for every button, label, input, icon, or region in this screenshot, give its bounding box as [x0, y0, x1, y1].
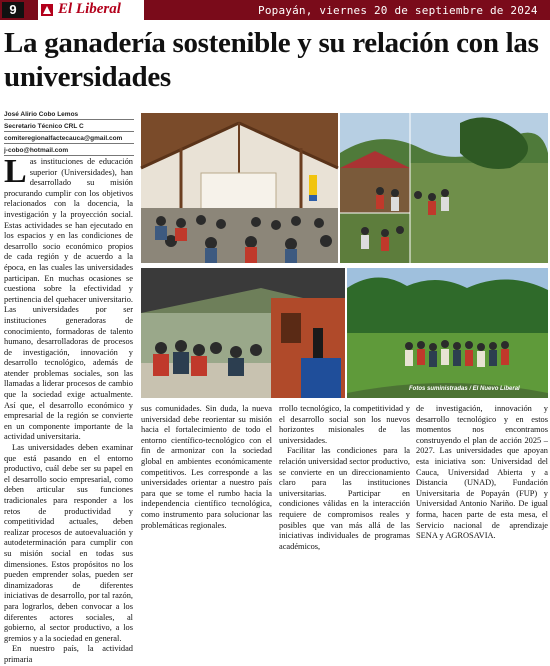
paragraph: rrollo tecnológico, la competitividad y el desarrollo social son los nuevos horizontes misionales de las universidades. [279, 404, 410, 445]
paragraph: En nuestro país, la actividad primaria [4, 644, 133, 664]
paragraph: sus comunidades. Sin duda, la nueva universidad debe reorientar su misión hacia el fortalecimiento de todo el entorno científico-tecnológico con el fin de armonizar con la sociedad global en ambientes económicamente competitivos. Les corresponde a las universidades orientar a nuestro país para que se tome el rumbo hacia la independencia científico tecnológica, como instrumento para solucionar las problemáticas regionales. [141, 404, 272, 530]
logo-emblem-icon [41, 4, 53, 16]
author-byline [4, 110, 134, 158]
author-email-2[interactable]: j-cobo@hotmail.com [4, 146, 134, 156]
photo-meeting-hall [141, 113, 338, 263]
dateline: Popayán, viernes 20 de septiembre de 2024 [258, 4, 538, 17]
article-headline: La ganadería sostenible y su relación con las universidades [4, 27, 539, 93]
page-header-bar [0, 0, 550, 20]
paragraph: Las instituciones de educación superior (Universidades), han desarrollado su misión procurando cumplir con los objetivos relacionados con la docencia, la investigación y la proyección social. Estas actividades se han ejecutado en los espacios y en las condiciones de desarrollo socio económico propios de cada región y de acuerdo a la época, en las cuales las universidades participan. En muchas ocasiones se cuestiona sobre la efectividad y pertinencia del quehacer universitario. Las universidades por ser instituciones generadoras de conocimiento, formadoras de talento humano, desarrolladoras de procesos de investigación, innovación y desarrollo tecnológico, además de atender problemas sociales, son las llamadas a liderar procesos de cambio que la sociedad exige actualmente. Así que, el desarrollo económico y empresarial de la región se convierte en un componente importante de la actividad universitaria. [4, 153, 133, 442]
author-title: Secretario Técnico CRL C [4, 122, 134, 132]
page-number: 9 [2, 2, 24, 18]
photo-caption: Fotos suministradas / El Nuevo Liberal [409, 386, 520, 392]
paragraph: Las universidades deben examinar que está pasando en el entorno productivo, cuál debe ser su papel en el desarrollo socio empresarial, como deben articular sus funciones tradicionales para responder a los retos de productividad y competitividad actuales, deben realizar procesos de autoevaluación y autodeterminación para cumplir con su misión social en todas sus dimensiones. Estos propósitos no los pueden emprender solas, pueden ser dinamizadoras de diferentes iniciativas de desarrollo, por tal razón, para lograrlos, deben convocar a los diferentes actores sociales, al gobierno, al sector productivo, a los gremios y a la sociedad en general. [4, 443, 133, 643]
drop-cap: L [4, 153, 27, 190]
text-column-1 [4, 153, 133, 664]
photo-group-field [347, 268, 548, 398]
newspaper-logo[interactable] [38, 0, 144, 20]
text-column-3 [279, 404, 410, 551]
brand-name: El Liberal [58, 1, 121, 17]
text-column-2 [141, 404, 272, 538]
author-email-1[interactable]: comiteregionalfactecauca@gmail.com [4, 134, 134, 144]
paragraph: de investigación, innovación y desarrollo tecnológico y en estos momentos nos encontramos construyendo el plan de acción 2025 – 2027. Las universidades que apoyan esta iniciativa son: Universidad del Cauca, Universidad Abierta y a Distancia (UNAD), Fundación Universitaria de Popayán (FUP) y Universidad Antonio Nariño. De igual forma, hacen parte de esta mesa, el Servicio nacional de aprendizaje SENA y AGROSAVIA. [416, 404, 548, 541]
paragraph: Facilitar las condiciones para la relación universidad sector productivo, se convierte en un direccionamiento claro para las instituciones universitarias. Participar en condiciones válidas en la interacción requiere de compromisos reales y posibles que van más allá de las iniciativas individuales de programas académicos, [279, 446, 410, 551]
text-column-4 [416, 404, 548, 541]
photo-rural-meeting [141, 268, 345, 398]
author-name: José Alirio Cobo Lemos [4, 110, 134, 120]
photo-field-visit [340, 113, 548, 263]
